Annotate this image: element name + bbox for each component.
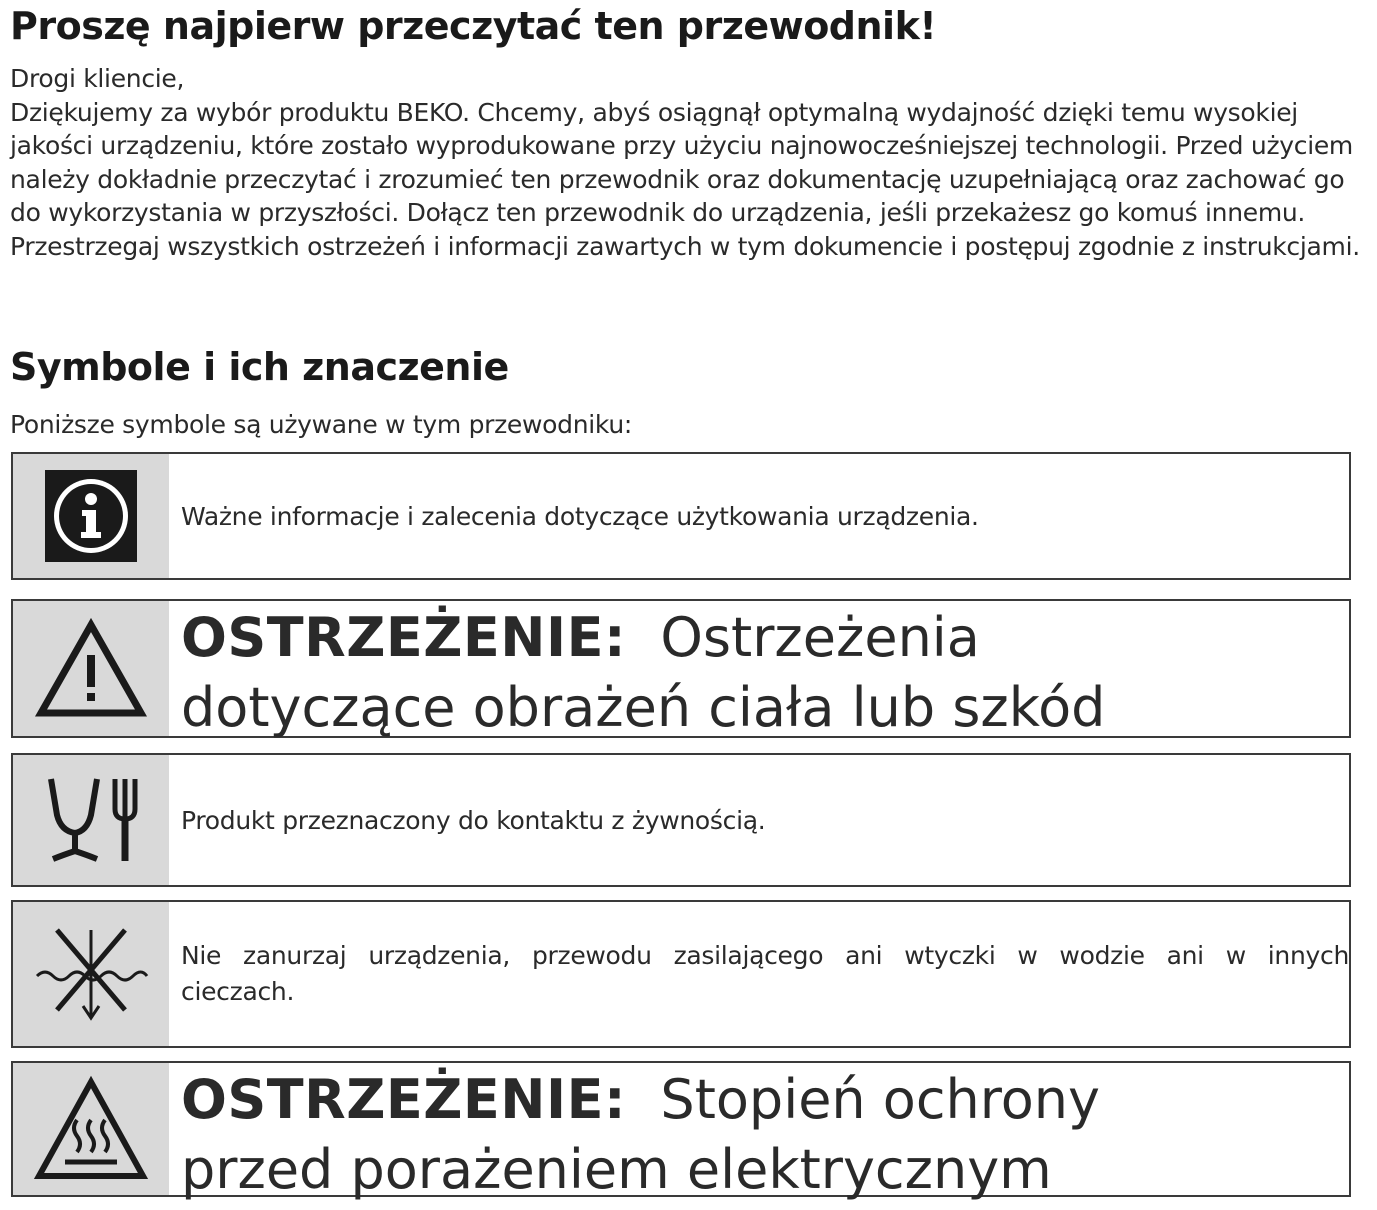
info-icon (45, 470, 137, 562)
symbol-description (181, 1063, 1349, 1201)
symbol-description: Produkt przeznaczony do kontaktu z żywnością. (181, 805, 766, 835)
symbol-icon-cell (13, 454, 169, 578)
symbol-description (181, 902, 1349, 1046)
symbol-row-no-immersion (11, 900, 1351, 1048)
symbol-description (181, 601, 1349, 739)
symbol-icon-cell (13, 1063, 169, 1195)
no-immersion-text: Nie zanurzaj urządzenia, przewodu zasilającego ani wtyczki w wodzie ani w innych cieczach. (181, 941, 1349, 1006)
warning-triangle-icon (35, 619, 147, 719)
symbols-lead: Poniższe symbole są używane w tym przewodniku: (10, 410, 632, 439)
warning-text: Stopień ochrony przed porażeniem elektrycznym (181, 1068, 1100, 1201)
symbol-row-info (11, 452, 1351, 580)
symbols-heading: Symbole i ich znaczenie (10, 345, 509, 389)
food-contact-icon (41, 775, 141, 865)
hot-surface-icon (33, 1076, 149, 1182)
intro-section (10, 62, 1372, 263)
page-title: Proszę najpierw przeczytać ten przewodnik! (10, 4, 937, 48)
warning-label: OSTRZEŻENIE: (181, 1068, 627, 1131)
symbol-icon-cell (13, 755, 169, 885)
symbol-row-warning (11, 599, 1351, 738)
warning-label: OSTRZEŻENIE: (181, 606, 627, 669)
symbol-row-food (11, 753, 1351, 887)
symbol-icon-cell (13, 902, 169, 1046)
intro-paragraph: Dziękujemy za wybór produktu BEKO. Chcemy, abyś osiągnął optymalną wydajność dzięki temu wysokiej jakości urządzeniu, które zostało wyprodukowane przy użyciu najnowocześniejszej technologii. Przed użyciem należy dokładnie przeczytać i zrozumieć ten przewodnik oraz dokumentację uzupełniającą oraz zachować go do wykorzystania w przyszłości. Dołącz ten przewodnik do urządzenia, jeśli przekażesz go komuś innemu. Przestrzegaj wszystkich ostrzeżeń i informacji zawartych w tym dokumencie i postępuj zgodnie z instrukcjami. (10, 97, 1360, 261)
no-immersion-icon (33, 924, 149, 1024)
symbol-description: Ważne informacje i zalecenia dotyczące użytkowania urządzenia. (181, 501, 979, 531)
symbol-row-hot-surface (11, 1061, 1351, 1201)
symbol-icon-cell (13, 601, 169, 736)
greeting: Drogi kliencie, (10, 64, 185, 93)
warning-text: Ostrzeżenia dotyczące obrażeń ciała lub szkód (181, 606, 1106, 739)
